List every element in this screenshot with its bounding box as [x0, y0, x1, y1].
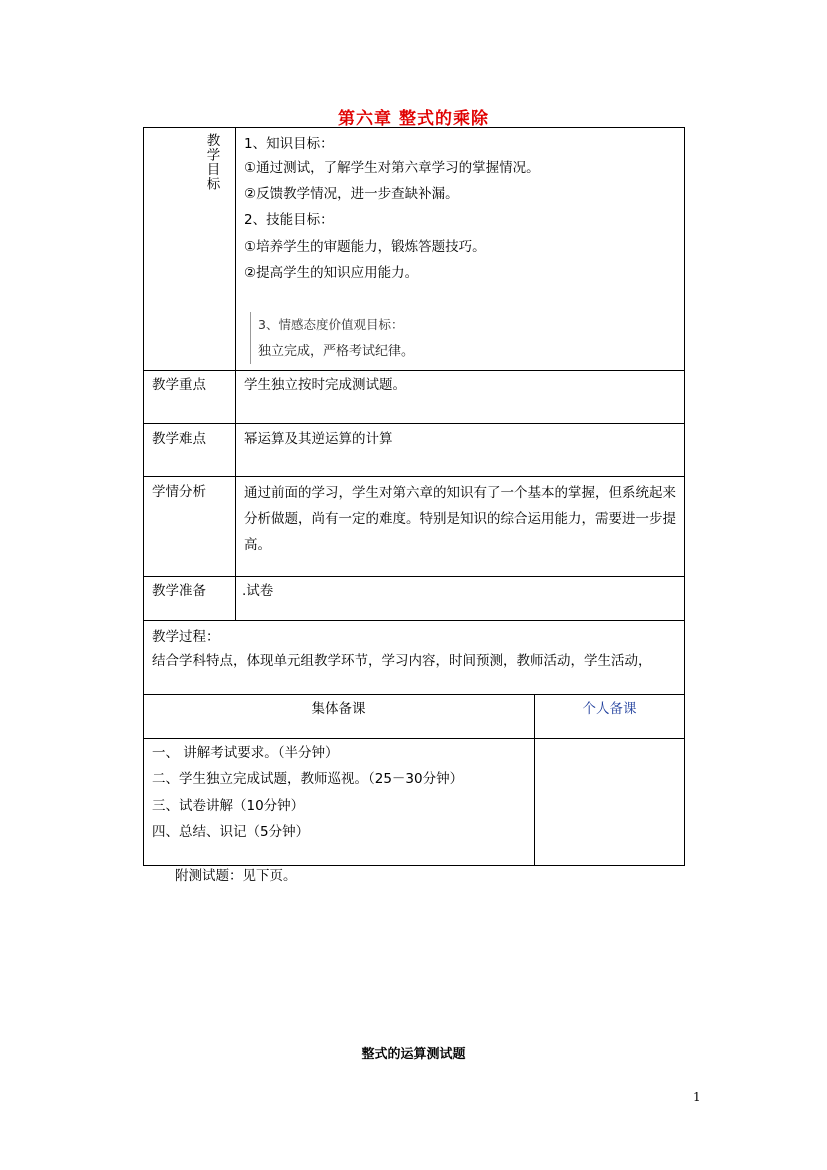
appendix-note: 附测试题：见下页。 — [175, 868, 297, 884]
difficulties-label: 教学难点 — [152, 431, 206, 447]
column-divider — [534, 694, 535, 866]
analysis-text: 通过前面的学习，学生对第六章的知识有了一个基本的掌握，但系统起来分析做题，尚有一定的难度。特别是知识的综合运用能力，需要进一步提高。 — [244, 485, 676, 553]
emotion-objective-title: 3、情感态度价值观目标： — [258, 317, 404, 332]
objective-line: ②反馈教学情况，进一步查缺补漏。 — [244, 186, 459, 202]
personal-prep-header: 个人备课 — [582, 701, 637, 717]
row-divider — [143, 694, 685, 695]
preparation-text: .试卷 — [242, 583, 274, 599]
key-points-text: 学生独立按时完成测试题。 — [244, 377, 406, 393]
objectives-label: 教学目标 — [203, 133, 220, 191]
preparation-label: 教学准备 — [152, 583, 206, 599]
row-divider — [143, 476, 685, 477]
step-item: 一、 讲解考试要求。（半分钟） — [152, 745, 339, 761]
objective-line: 2、技能目标： — [244, 212, 334, 228]
row-divider — [143, 576, 685, 577]
group-prep-header: 集体备课 — [311, 701, 366, 717]
row-divider — [143, 370, 685, 371]
analysis-label: 学情分析 — [152, 484, 206, 500]
page-number: 1 — [693, 1090, 701, 1104]
quote-bar — [250, 312, 251, 364]
objective-line: ②提高学生的知识应用能力。 — [244, 265, 419, 281]
page-title: 第六章 整式的乘除 — [338, 109, 489, 129]
key-points-label: 教学重点 — [152, 377, 206, 393]
step-item: 四、总结、识记（5分钟） — [152, 824, 310, 840]
objective-line: ①通过测试，了解学生对第六章学习的掌握情况。 — [244, 160, 540, 176]
step-item: 三、试卷讲解（10分钟） — [152, 798, 305, 814]
objective-line: 1、知识目标： — [244, 136, 334, 152]
row-divider — [143, 423, 685, 424]
process-text: 结合学科特点，体现单元组教学环节，学习内容，时间预测，教师活动，学生活动， — [152, 653, 652, 669]
difficulties-text: 幂运算及其逆运算的计算 — [244, 431, 393, 447]
column-divider — [235, 127, 236, 620]
row-divider — [143, 620, 685, 621]
step-item: 二、学生独立完成试题，教师巡视。（25－30分钟） — [152, 771, 464, 787]
next-section-title: 整式的运算测试题 — [361, 1047, 466, 1062]
objective-line: ①培养学生的审题能力，锻炼答题技巧。 — [244, 239, 486, 255]
process-label: 教学过程： — [152, 629, 220, 645]
row-divider — [143, 738, 685, 739]
emotion-objective-text: 独立完成，严格考试纪律。 — [258, 344, 415, 359]
